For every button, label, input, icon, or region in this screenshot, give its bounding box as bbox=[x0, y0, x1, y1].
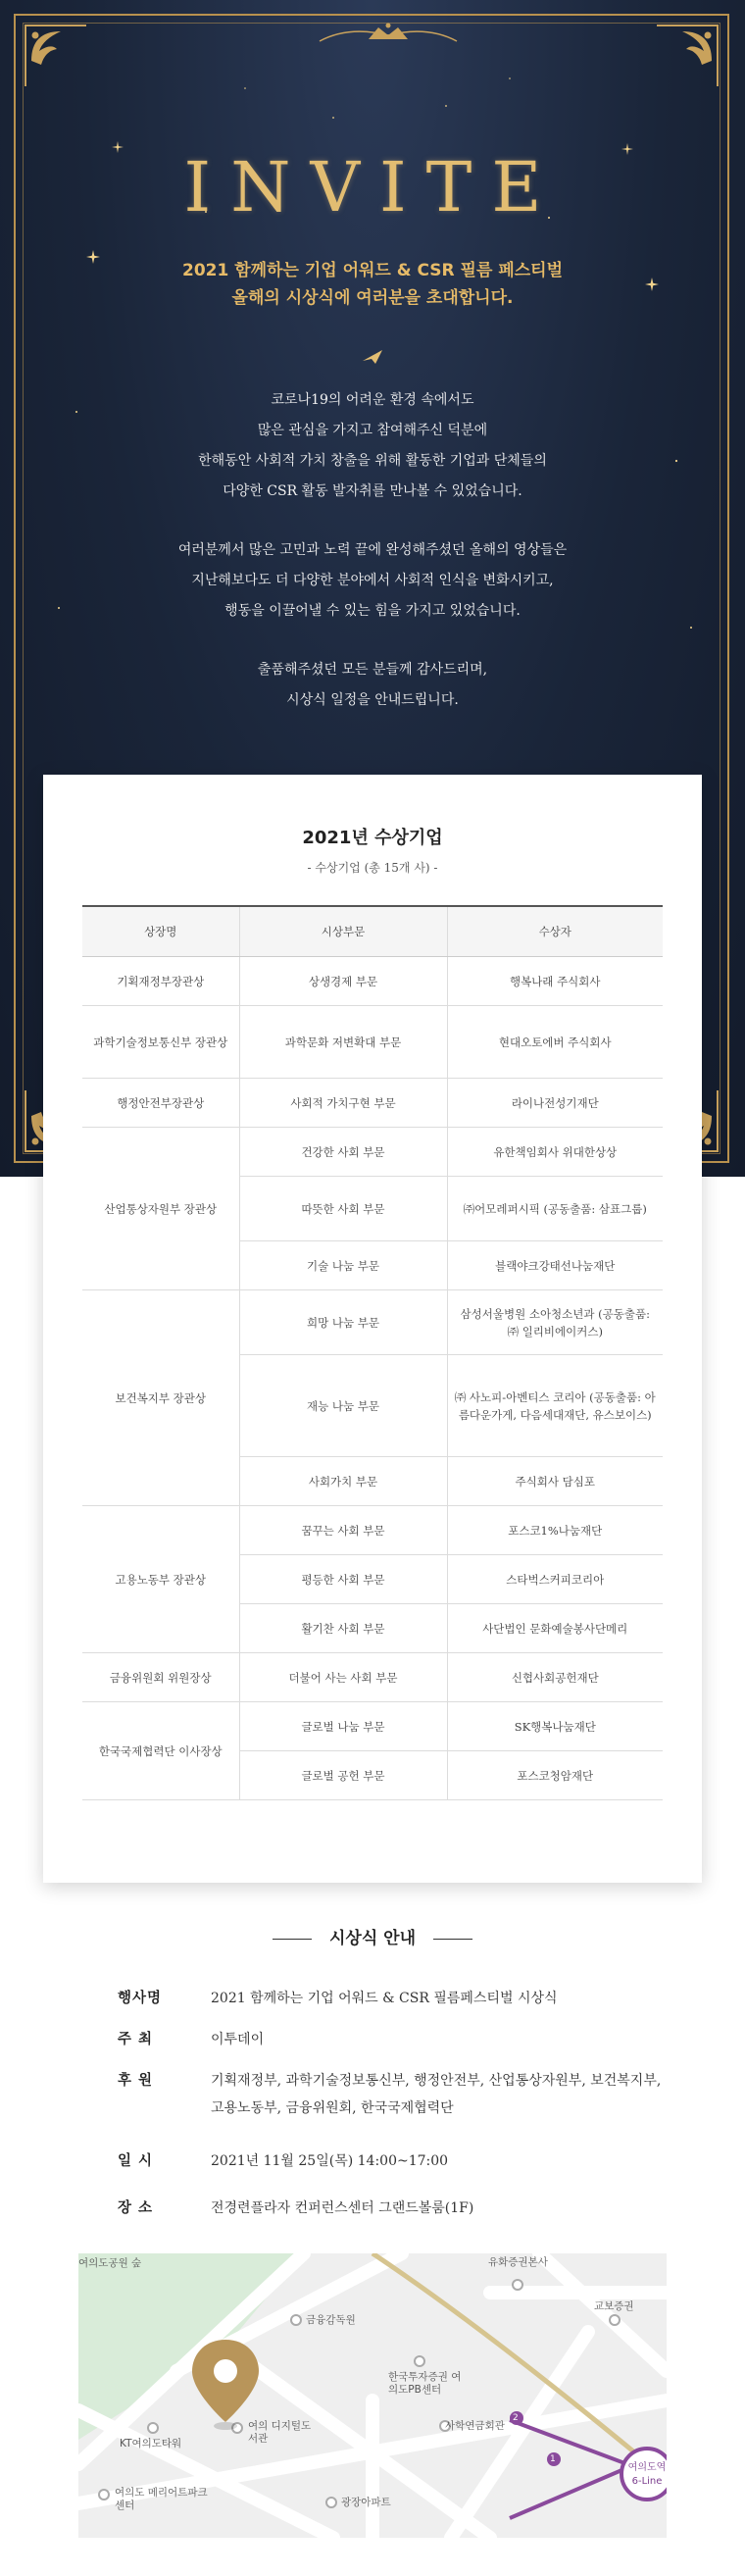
poi-dot bbox=[99, 2490, 109, 2500]
table-row bbox=[82, 1653, 663, 1702]
award-name: 금융위원회 위원장상 bbox=[82, 1653, 239, 1702]
award-category: 사회적 가치구현 부문 bbox=[239, 1079, 447, 1128]
award-winner: 유한책임회사 위대한상상 bbox=[447, 1128, 663, 1177]
award-winner: ㈜어모레퍼시픽 (공동출품: 삼표그룹) bbox=[447, 1177, 663, 1241]
award-winner: 행복나래 주식회사 bbox=[447, 957, 663, 1006]
award-category: 재능 나눔 부문 bbox=[239, 1355, 447, 1457]
table-row bbox=[82, 957, 663, 1006]
header-winner: 수상자 bbox=[447, 906, 663, 957]
message-line: 시상식 일정을 안내드립니다. bbox=[286, 692, 459, 708]
award-category: 상생경제 부문 bbox=[239, 957, 447, 1006]
station-marker bbox=[621, 2449, 667, 2500]
map-label-yuhwa: 유화증권본사 bbox=[488, 2256, 548, 2268]
info-value: 이투데이 bbox=[211, 2032, 265, 2047]
poi-dot bbox=[148, 2423, 158, 2433]
info-value: 2021 함께하는 기업 어워드 & CSR 필름페스티벌 시상식 bbox=[211, 1991, 558, 2006]
info-value: 2021년 11월 25일(목) 14:00~17:00 bbox=[211, 2153, 449, 2169]
header-award: 상장명 bbox=[82, 906, 239, 957]
message-line: 출품해주셨던 모든 분들께 감사드리며, bbox=[257, 662, 488, 678]
ceremony-title: 시상식 안내 bbox=[328, 1929, 417, 1948]
corner-ornament-icon bbox=[653, 22, 721, 90]
message-line: 여러분께서 많은 고민과 노력 끝에 완성해주셨던 올해의 영상들은 bbox=[177, 542, 568, 558]
award-name: 과학기술정보통신부 장관상 bbox=[82, 1006, 239, 1079]
map-label-station: 여의도역 bbox=[627, 2462, 667, 2473]
award-name: 한국국제협력단 이사장상 bbox=[82, 1702, 239, 1800]
message-line: 한해동안 사회적 가치 창출을 위해 활동한 기업과 단체들의 bbox=[198, 453, 547, 469]
ceremony-section-title bbox=[0, 1924, 745, 1948]
header-category: 시상부문 bbox=[239, 906, 447, 957]
award-name: 보건복지부 장관상 bbox=[82, 1290, 239, 1506]
poi-dot bbox=[291, 2315, 301, 2325]
awards-table bbox=[82, 905, 663, 1800]
award-category: 희망 나눔 부문 bbox=[239, 1290, 447, 1355]
table-row bbox=[82, 1506, 663, 1555]
award-winner: 포스코1%나눔재단 bbox=[447, 1506, 663, 1555]
award-category: 더불어 사는 사회 부문 bbox=[239, 1653, 447, 1702]
map-label-line: 6-Line bbox=[631, 2476, 663, 2487]
headline-line: 2021 함께하는 기업 어워드 & CSR 필름 페스티벌 bbox=[181, 261, 564, 280]
title-rule bbox=[433, 1939, 472, 1940]
award-winner: 주식회사 담심포 bbox=[447, 1457, 663, 1506]
map-label-exit-2: 2 bbox=[513, 2413, 519, 2423]
award-category: 평등한 사회 부문 bbox=[239, 1555, 447, 1604]
message-line: 지난해보다도 더 다양한 분야에서 사회적 인식을 변화시키고, bbox=[191, 573, 554, 588]
award-category: 글로벌 공헌 부문 bbox=[239, 1751, 447, 1800]
award-winner: 라이나전성기재단 bbox=[447, 1079, 663, 1128]
poi-dot bbox=[415, 2356, 424, 2366]
message-line: 많은 관심을 가지고 참여해주신 덕분에 bbox=[257, 423, 488, 438]
awards-card bbox=[43, 775, 702, 1883]
map-label-fki: 사학연금회관 bbox=[445, 2420, 505, 2432]
award-category: 사회가치 부문 bbox=[239, 1457, 447, 1506]
poi-dot bbox=[513, 2280, 522, 2290]
table-header-row bbox=[82, 906, 663, 957]
award-category: 건강한 사회 부문 bbox=[239, 1128, 447, 1177]
crown-ornament-icon bbox=[310, 22, 467, 45]
message-line: 코로나19의 어려운 환경 속에서도 bbox=[271, 392, 474, 408]
info-label: 장 소 bbox=[118, 2200, 154, 2216]
info-label: 후 원 bbox=[118, 2073, 154, 2089]
headline-line: 올해의 시상식에 여러분을 초대합니다. bbox=[231, 288, 514, 308]
map-label-park: 여의도공원 숲 bbox=[78, 2257, 142, 2269]
award-winner: 스타벅스커피코리아 bbox=[447, 1555, 663, 1604]
invitation-message-2 bbox=[88, 535, 657, 627]
award-winner: 블랙야크강태선나눔재단 bbox=[447, 1241, 663, 1290]
map-label-gwangjang: 광장아파트 bbox=[341, 2497, 391, 2508]
award-name: 산업통상자원부 장관상 bbox=[82, 1128, 239, 1290]
map-label-kis: 한국투자증권 여의도PB센터 bbox=[388, 2371, 462, 2396]
award-winner: SK행복나눔재단 bbox=[447, 1702, 663, 1751]
map-label-kyobo: 교보증권 bbox=[594, 2300, 634, 2312]
invitation-message-1 bbox=[88, 385, 657, 507]
poi-dot bbox=[610, 2315, 620, 2325]
award-category: 활기찬 사회 부문 bbox=[239, 1604, 447, 1653]
award-category: 따뜻한 사회 부문 bbox=[239, 1177, 447, 1241]
table-row bbox=[82, 1128, 663, 1177]
paper-plane-icon bbox=[361, 347, 384, 367]
poi-dot bbox=[326, 2498, 336, 2507]
map-label-marriott: 여의도 메리어트파크센터 bbox=[115, 2487, 208, 2511]
award-name: 행정안전부장관상 bbox=[82, 1079, 239, 1128]
location-pin-icon bbox=[192, 2340, 259, 2430]
map-label-exit-1: 1 bbox=[550, 2454, 556, 2464]
map-label-library: 여의 디지털도서관 bbox=[248, 2420, 312, 2445]
awards-title: 2021년 수상기업 bbox=[302, 828, 443, 848]
table-row bbox=[82, 1079, 663, 1128]
invite-title: INVITE bbox=[183, 147, 562, 227]
map-label-fss: 금융감독원 bbox=[306, 2314, 356, 2326]
title-rule bbox=[273, 1939, 312, 1940]
award-category: 과학문화 저변확대 부문 bbox=[239, 1006, 447, 1079]
award-category: 기술 나눔 부문 bbox=[239, 1241, 447, 1290]
award-name: 고용노동부 장관상 bbox=[82, 1506, 239, 1653]
award-winner: 포스코청암재단 bbox=[447, 1751, 663, 1800]
award-name: 기획재정부장관상 bbox=[82, 957, 239, 1006]
info-label: 주 최 bbox=[118, 2032, 154, 2047]
corner-ornament-icon bbox=[22, 22, 90, 90]
info-value: 전경련플라자 컨퍼런스센터 그랜드볼룸(1F) bbox=[211, 2200, 474, 2216]
table-row bbox=[82, 1006, 663, 1079]
award-category: 글로벌 나눔 부문 bbox=[239, 1702, 447, 1751]
award-category: 꿈꾸는 사회 부문 bbox=[239, 1506, 447, 1555]
invitation-headline bbox=[0, 257, 745, 312]
message-line: 다양한 CSR 활동 발자취를 만나볼 수 있었습니다. bbox=[223, 483, 522, 499]
awards-subtitle: - 수상기업 (총 15개 사) - bbox=[307, 861, 438, 875]
award-winner: 삼성서울병원 소아청소년과 (공동출품: ㈜ 일리비에이커스) bbox=[447, 1290, 663, 1355]
award-winner: 현대오토에버 주식회사 bbox=[447, 1006, 663, 1079]
table-row bbox=[82, 1702, 663, 1751]
award-winner: 신협사회공헌재단 bbox=[447, 1653, 663, 1702]
info-label: 행사명 bbox=[118, 1991, 163, 2006]
info-value: 기획재정부, 과학기술정보통신부, 행정안전부, 산업통상자원부, 보건복지부, 고용노동부, 금융위원회, 한국국제협력단 bbox=[211, 2073, 662, 2116]
table-row bbox=[82, 1290, 663, 1355]
location-map[interactable] bbox=[78, 2253, 667, 2538]
award-winner: 사단법인 문화예술봉사단메리 bbox=[447, 1604, 663, 1653]
message-line: 행동을 이끌어낼 수 있는 힘을 가지고 있었습니다. bbox=[224, 603, 521, 619]
info-label: 일 시 bbox=[118, 2153, 154, 2169]
award-winner: ㈜ 사노피-아벤티스 코리아 (공동출품: 아름다운가게, 다음세대재단, 유스보이스) bbox=[447, 1355, 663, 1457]
map-label-kt: KT여의도타워 bbox=[120, 2438, 182, 2450]
invitation-message-3 bbox=[88, 655, 657, 716]
